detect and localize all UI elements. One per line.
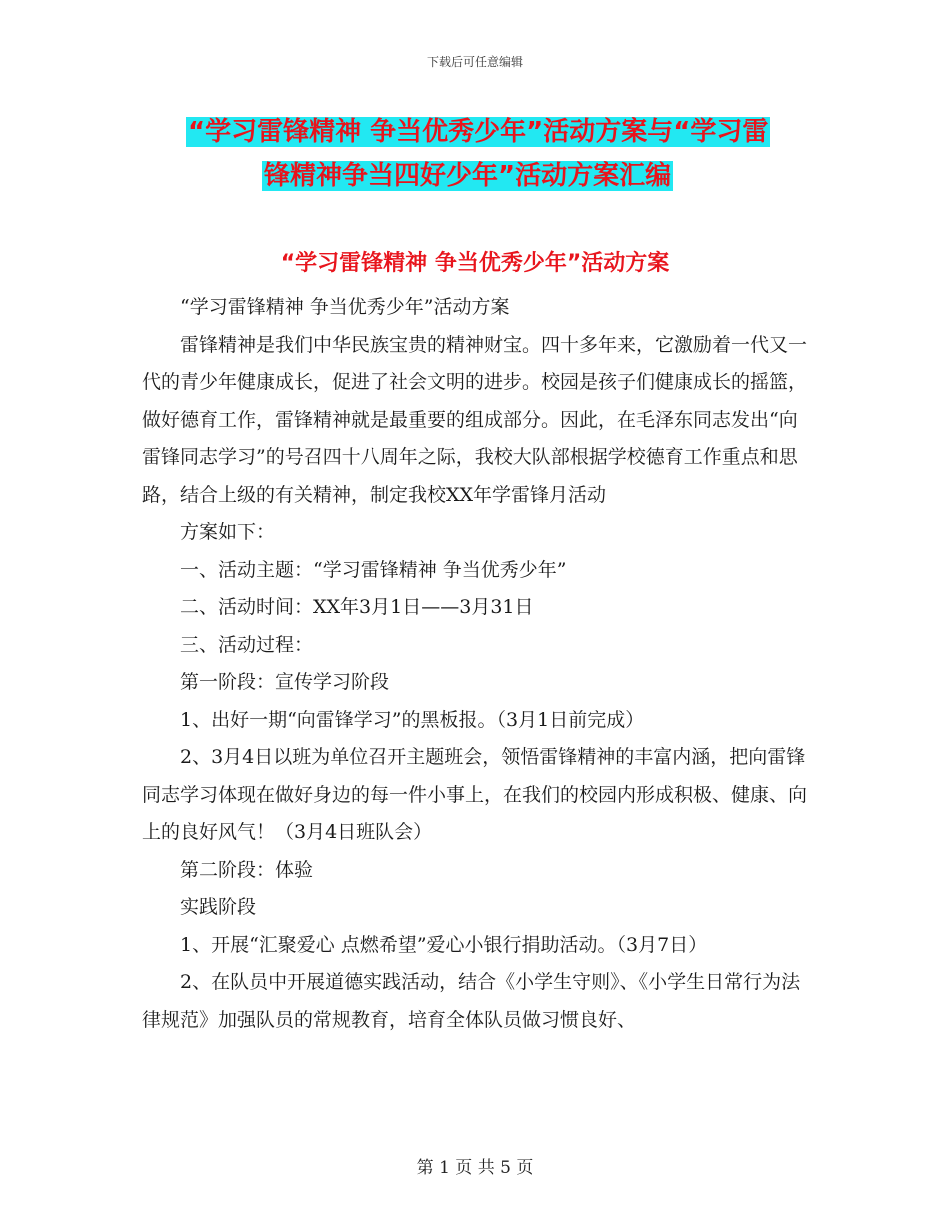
document-body — [142, 289, 812, 1039]
paragraph: 二、活动时间：XX年3月1日——3月31日 — [180, 596, 534, 618]
paragraph: 1、出好一期“向雷锋学习”的黑板报。（3月1日前完成） — [180, 708, 645, 731]
paragraph: 1、开展“汇聚爱心 点燃希望”爱心小银行捐助活动。（3月7日） — [180, 933, 708, 956]
paragraph: 三、活动过程： — [180, 633, 314, 656]
paragraph: 2、3月4日以班为单位召开主题班会，领悟雷锋精神的丰富内涵，把向雷锋同志学习体现在做好身边的每一件小事上，在我们的校园内形成积极、健康、向上的良好风气！（3月4日班队会） — [142, 746, 808, 843]
paragraph: 雷锋精神是我们中华民族宝贵的精神财宝。四十多年来，它激励着一代又一代的青少年健康成长，促进了社会文明的进步。校园是孩子们健康成长的摇篮，做好德育工作，雷锋精神就是最重要的组成部分。因此，在毛泽东同志发出“向雷锋同志学习”的号召四十八周年之际，我校大队部根据学校德育工作重点和思路，结合上级的有关精神，制定我校XX年学雷锋月活动 — [142, 333, 808, 506]
paragraph: 第一阶段：宣传学习阶段 — [180, 671, 390, 693]
title-line-1: “学习雷锋精神 争当优秀少年”活动方案与“学习雷 — [188, 117, 769, 147]
page-footer: 第 1 页 共 5 页 — [416, 1158, 534, 1178]
paragraph: 方案如下： — [180, 521, 276, 543]
header-note: 下载后可任意编辑 — [426, 55, 523, 69]
section-title: “学习雷锋精神 争当优秀少年”活动方案 — [280, 251, 670, 276]
title-line-2: 锋精神争当四好少年”活动方案汇编 — [264, 161, 672, 191]
paragraph: 第二阶段：体验 — [180, 858, 314, 881]
paragraph: 一、活动主题：“学习雷锋精神 争当优秀少年” — [180, 558, 567, 581]
paragraph: “学习雷锋精神 争当优秀少年”活动方案 — [180, 296, 510, 318]
paragraph: 2、在队员中开展道德实践活动，结合《小学生守则》、《小学生日常行为法律规范》加强队员的常规教育，培育全体队员做习惯良好、 — [142, 971, 801, 1031]
paragraph: 实践阶段 — [180, 896, 257, 918]
